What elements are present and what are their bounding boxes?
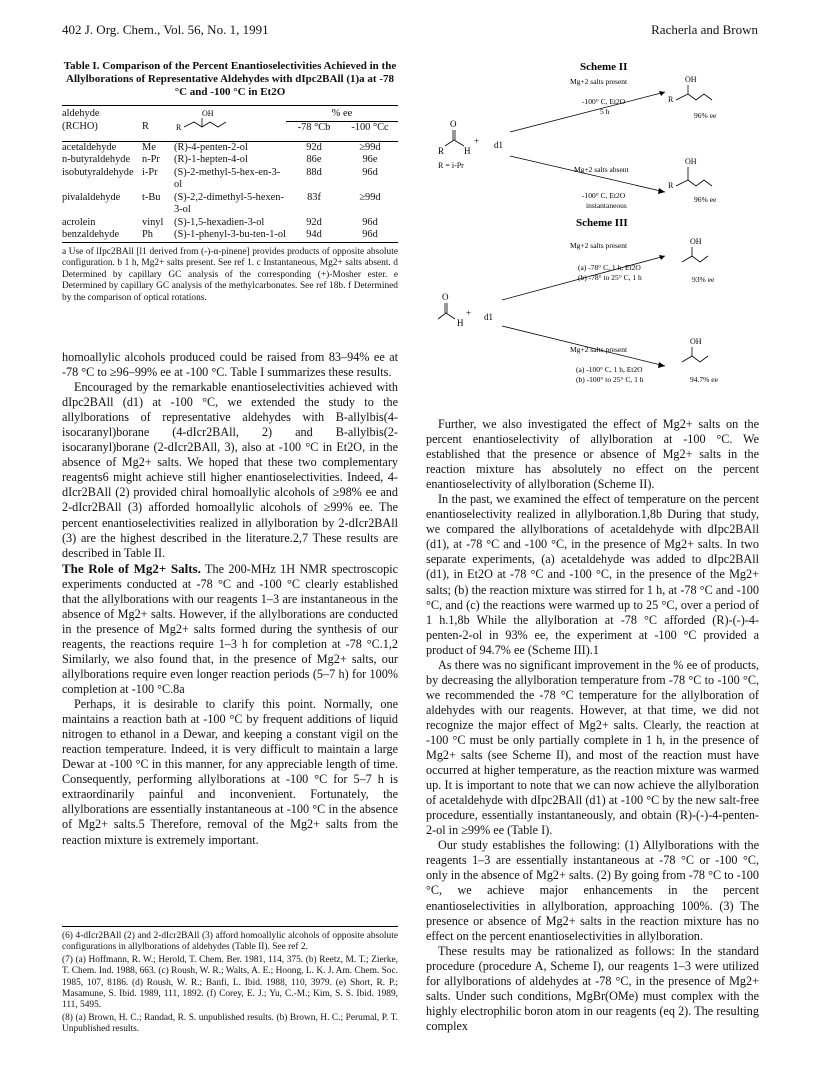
col-100: -100 °Cc (351, 121, 389, 133)
col-aldehyde: aldehyde (62, 108, 100, 119)
svg-text:(b) -100° to 25° C, 1 h: (b) -100° to 25° C, 1 h (576, 375, 644, 384)
svg-text:-100° C, Et2O: -100° C, Et2O (582, 97, 626, 106)
table-cell-ee100: 96d (362, 216, 378, 228)
svg-text:OH: OH (690, 337, 702, 346)
left-paragraph-4: Perhaps, it is desirable to clarify this point. Normally, one maintains a reaction bath at -100 °C by frequent additions of liquid nitrogen to ethanol in a Dewar, and keeping a constant vigil on the reaction temperature. Indeed, it is very difficult to maintain a large Dewar at -100 °C in this manner, for any appreciable length of time. Consequently, performing allylborations at -100 °C for 5–7 h is extraordinarily painful and inconvenient. Fortunately, the allylborations are essentially instantaneous at -100 °C in the absence of Mg2+ salts.5 Therefore, removal of the Mg2+ salts from the reaction mixture is extremely important. (62, 697, 398, 847)
table-cell-product: (S)-2-methyl-5-hex-en-3-ol (174, 166, 281, 190)
svg-text:OH: OH (685, 157, 697, 166)
table-cell-ee100: ≥99d (359, 191, 381, 203)
table-rows (62, 142, 398, 242)
schemes-figure (440, 60, 760, 420)
svg-text:+: + (466, 308, 472, 318)
table-cell-ee78: 94d (306, 229, 322, 240)
aldehyde-o: O (450, 119, 457, 129)
table-cell-ee100: ≥99d (359, 141, 381, 153)
scheme-2-top-ee: 96% ee (694, 111, 717, 120)
svg-text:+: + (474, 136, 480, 146)
table-row (62, 142, 398, 155)
svg-text:Mg+2 salts absent: Mg+2 salts absent (574, 165, 629, 174)
col-product-structure (174, 108, 286, 139)
svg-text:(a) -78° C, 1 h, Et2O: (a) -78° C, 1 h, Et2O (578, 263, 641, 272)
scheme-2-title: Scheme II (580, 61, 628, 73)
table-cell-r: t-Bu (142, 191, 161, 203)
svg-text:OH: OH (690, 237, 702, 246)
table-header-row (62, 106, 398, 142)
table-row (62, 154, 398, 167)
header-left: 402 J. Org. Chem., Vol. 56, No. 1, 1991 (62, 22, 269, 37)
col-rcho: (RCHO) (62, 120, 98, 132)
svg-text:instantaneous: instantaneous (586, 201, 627, 210)
svg-text:H: H (464, 146, 471, 156)
col-r: R (142, 120, 149, 132)
table-cell-r: Ph (142, 229, 153, 240)
table-cell-product: (R)-1-hepten-4-ol (174, 154, 248, 165)
svg-text:OH: OH (202, 109, 214, 118)
svg-text:-100° C, Et2O: -100° C, Et2O (582, 191, 626, 200)
table-cell-product: (S)-1,5-hexadien-3-ol (174, 216, 265, 228)
svg-text:R: R (668, 181, 674, 190)
table-cell-ee78: 92d (306, 216, 322, 228)
table-cell-aldehyde: isobutyraldehyde (62, 166, 134, 178)
r-definition: R = i-Pr (438, 161, 464, 170)
table-row (62, 192, 398, 217)
svg-text:Mg+2 salts present: Mg+2 salts present (570, 345, 628, 354)
table-cell-ee100: 96e (362, 154, 378, 165)
svg-text:R: R (438, 146, 445, 156)
svg-text:Mg+2 salts present: Mg+2 salts present (570, 241, 628, 250)
table-cell-product: (R)-4-penten-2-ol (174, 141, 248, 153)
right-column (426, 417, 759, 1034)
table-cell-r: i-Pr (142, 166, 158, 178)
footnotes (62, 926, 398, 1037)
footnote-6: (6) 4-dIcr2BAll (2) and 2-dIcr2BAll (3) afford homoallylic alcohols of opposite absolute configurations in allylborations of aldehydes (Table II). See ref 2. (62, 931, 398, 953)
section-heading-mg: The Role of Mg2+ Salts. (62, 560, 201, 576)
footnote-8: (8) (a) Brown, H. C.; Randad, R. S. unpublished results. (b) Brown, H. C.; Perumal, P. T. Unpublished results. (62, 1012, 398, 1035)
table-cell-aldehyde: acetaldehyde (62, 141, 117, 153)
scheme-3-title: Scheme III (576, 217, 628, 229)
right-paragraph-5: These results may be rationalized as follows: In the standard procedure (procedure A, Scheme I), our reagents 1–3 were utilized for allylborations of aldehydes at -78 °C, in the presence of Mg2+ salts. Under such conditions, MgBr(OMe) must complex with the highly electrophilic boron atom in our reagents (eq 2). The resulting complex (426, 943, 759, 1033)
table-caption: Table I. Comparison of the Percent Enantioselectivities Achieved in the Allylborations of Representative Aldehydes with dIpc2BAll (1)a at -78 °C and -100 °C in Et2O (63, 60, 397, 98)
table-1 (62, 60, 398, 304)
table-cell-ee100: 96d (362, 166, 378, 178)
right-paragraph-4: Our study establishes the following: (1) Allylborations with the reagents 1–3 are essentially instantaneous at -78 °C or -100 °C, only in the absence of Mg2+ salts. (2) By going from -78 °C to -100 °C, we achieve major enhancements in the percent enantioselectivities in allylboration, approaching 100%. (3) The presence or absence of Mg2+ salts in the reaction mixture has no effect on the percent enantioselectivities in allylboration. (426, 838, 759, 943)
table-cell-r: Me (142, 141, 156, 153)
left-paragraph-1: homoallylic alcohols produced could be raised from 83–94% ee at -78 °C to ≥96–99% ee at -100 °C. Table I summarizes these results. (62, 350, 398, 380)
svg-text:Mg+2 salts present: Mg+2 salts present (570, 77, 628, 86)
right-paragraph-1: Further, we also investigated the effect of Mg2+ salts on the percent enantioselectivity of allylboration at -100 °C. We established that the presence or absence of Mg2+ salts in the reaction mixture has absolutely no effect on the percent enantioselectivity of allylboration (Scheme II). (426, 417, 759, 492)
table-row (62, 167, 398, 192)
header-right: Racherla and Brown (651, 22, 758, 37)
svg-text:OH: OH (685, 75, 697, 84)
svg-text:(a) -100° C, 1 h, Et2O: (a) -100° C, 1 h, Et2O (576, 365, 643, 374)
table-cell-ee78: 88d (306, 166, 322, 178)
svg-text:(b) -78° to 25° C, 1 h: (b) -78° to 25° C, 1 h (578, 273, 642, 282)
table-cell-ee100: 96d (362, 229, 378, 240)
svg-text:H: H (457, 318, 464, 328)
table-cell-ee78: 92d (306, 141, 322, 153)
table-footnote: a Use of lIpc2BAll [l1 derived from (-)-α-pinene] provides products of opposite absolute configuration. b 1 h, Mg2+ salts present. See ref 1. c Instantaneous, Mg2+ salts absent. d Determined by capillary GC analysis of the corresponding (+)-Mosher ester. e Determined by capillary GC analysis of the methylcarbonates. See ref 18b. f Determined by the comparison of optical rotations. (62, 246, 398, 303)
table-row (62, 229, 398, 242)
svg-text:O: O (442, 292, 449, 302)
svg-text:R: R (176, 123, 182, 132)
table-cell-r: n-Pr (142, 154, 160, 165)
table-cell-product: (S)-2,2-dimethyl-5-hexen-3-ol (174, 191, 284, 215)
left-paragraph-3: The 200-MHz 1H NMR spectroscopic experiments conducted at -78 °C and -100 °C clearly established that the allylborations with our reagents 1–3 are instantaneous in the absence of Mg2+ salts. However, if the allylborations are conducted in the presence of Mg2+ salts formed during the synthesis of our reagents, the reactions require 1–3 h for completion at -78 °C.1,2 Similarly, we also found that, in the presence of Mg2+ salts, our allylborations require even longer reaction periods (5–7 h) for 100% completion at -100 °C.8a (62, 561, 398, 697)
col-78: -78 °Cb (297, 121, 331, 133)
scheme-3-bottom-ee: 94.7% ee (690, 375, 718, 384)
right-paragraph-2: In the past, we examined the effect of temperature on the percent enantioselectivity realized in allylboration.1,8b During that study, we compared the allylborations of acetaldehyde with dIpc2BAll (d1), at -78 °C and -100 °C, in the presence of Mg2+ salts. In two separate experiments, (a) acetaldehyde was added to dIpc2BAll (d1), in Et2O at -78 °C and -100 °C, in the presence of the Mg2+ salts; (b) the reaction mixture was stirred for 1 h, at -78 °C and -100 °C, and (c) the reactions were warmed up to 25 °C, over a period of 1 h.1,8b While the allylboration at -78 °C afforded (R)-(-)-4-penten-2-ol in 93% ee, the experiment at -100 °C provided a product of 94.7% ee (Scheme III).1 (426, 492, 759, 657)
table-body (62, 105, 398, 243)
table-cell-ee78: 83f (307, 191, 321, 203)
table-cell-ee78: 86e (306, 154, 322, 165)
schemes-svg (440, 60, 760, 415)
table-cell-aldehyde: benzaldehyde (62, 229, 120, 240)
footnote-7: (7) (a) Hoffmann, R. W.; Herold, T. Chem. Ber. 1981, 114, 375. (b) Reetz, M. T.; Zierke, T. Chem. Ind. 1988, 663. (c) Roush, W. R.; Walts, A. E.; Hoong, L. K. J. Am. Chem. Soc. 1985, 107, 8186. (d) Roush, W. R.; Banfi, L. Ibid. 1988, 110, 3979. (e) Short, R. P.; Masamune, S. Ibid. 1989, 111, 1892. (f) Corey, E. J.; Yu, C.-M.; Kim, S. S. Ibid. 1989, 111, 5495. (62, 954, 398, 1011)
left-paragraph-2: Encouraged by the remarkable enantioselectivities achieved with dIpc2BAll (d1) at -100 °C, we extended the study to the allylborations of representative aldehydes with B-allylbis(4-isocaranyl)borane (4-dIcr2BAll, 2) and B-allylbis(2-isocaranyl)borane (2-dIcr2BAll, 3), also at -100 °C in Et2O, in the absence of Mg2+ salts. We hoped that these two complementary reagents6 might achieve still higher enantioselectivities. Indeed, 4-dIcr2BAll (2) provided chiral homoallylic alcohols of ≥98% ee and 2-dIcr2BAll (3) afforded homoallylic alcohols of ≥99% ee. The percent enantioselectivities realized in allylboration by 2-dIcr2BAll (3) are the highest described in the literature.2,7 These results are described in Table II. (62, 380, 398, 560)
svg-text:d1: d1 (484, 312, 493, 322)
running-header (62, 22, 758, 42)
table-cell-product: (S)-1-phenyl-3-bu-ten-1-ol (174, 229, 286, 240)
table-cell-aldehyde: acrolein (62, 216, 96, 228)
scheme-2-bottom-ee: 96% ee (694, 195, 717, 204)
table-cell-aldehyde: n-butyraldehyde (62, 154, 131, 165)
table-cell-aldehyde: pivalaldehyde (62, 191, 121, 203)
left-column (62, 350, 398, 848)
svg-text:R: R (668, 95, 674, 104)
svg-text:5 h: 5 h (600, 107, 610, 116)
table-cell-r: vinyl (142, 216, 164, 228)
col-ee: % ee (331, 108, 353, 119)
reagent-d1: d1 (494, 140, 503, 150)
table-row (62, 217, 398, 230)
scheme-3-top-ee: 93% ee (692, 275, 715, 284)
right-paragraph-3: As there was no significant improvement in the % ee of products, by decreasing the allylboration temperature from -78 °C to -100 °C, we recommended the -78 °C temperature for the allylboration of aldehydes with our reagents. However, at that time, we did not recognize the major effect of Mg2+ salts. Clearly, the reaction at -100 °C must be only partially complete in 1 h, in the presence of Mg2+ salts (see Scheme II), and most of the reaction must have occurred at higher temperature, as the reaction mixture was warmed up. It is important to note that we can now achieve the allylboration of acetaldehyde with dIpc2BAll (d1) at -100 °C by the new salt-free procedure, essentially instantaneously, and obtain (R)-(-)-4-penten-2-ol in ≥99% ee (Table I). (426, 657, 759, 838)
product-structure-icon (174, 108, 254, 134)
